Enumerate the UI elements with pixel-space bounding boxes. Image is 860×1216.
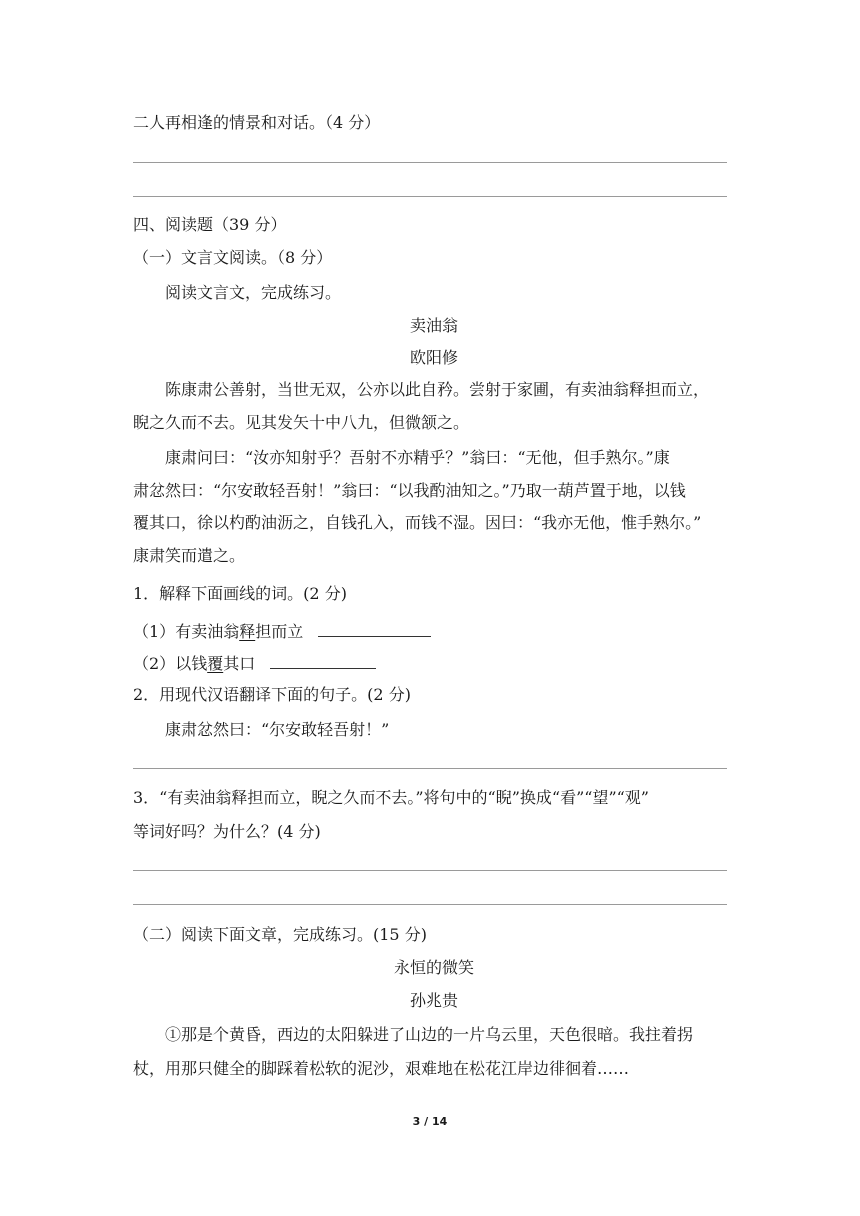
- passage-line: 康肃问曰：“汝亦知射乎？吾射不亦精乎？”翁曰：“无他，但手熟尔。”康: [165, 448, 670, 467]
- answer-blank[interactable]: [270, 652, 376, 669]
- item-text: 有卖油翁: [175, 622, 240, 641]
- passage-line: 覆其口，徐以杓酌油沥之，自钱孔入，而钱不湿。因曰：“我亦无他，惟手熟尔。”: [133, 513, 702, 532]
- answer-line: [133, 162, 727, 163]
- answer-line[interactable]: [133, 870, 727, 871]
- answer-line[interactable]: [133, 768, 727, 769]
- item-number: （2）: [133, 654, 176, 673]
- part1-instruction: 阅读文言文，完成练习。: [165, 283, 342, 302]
- answer-line[interactable]: [133, 904, 727, 905]
- question-3-line: 3．“有卖油翁释担而立，睨之久而不去。”将句中的“睨”换成“看”“望”“观”: [133, 788, 649, 807]
- item-number: （1）: [133, 622, 176, 641]
- question-2-sentence: 康肃忿然曰：“尔安敢轻吾射！”: [165, 720, 390, 739]
- passage-line: 陈康肃公善射，当世无双，公亦以此自矜。尝射于家圃，有卖油翁释担而立，: [165, 380, 710, 399]
- question-1-stem: 1．解释下面画线的词。(2 分): [133, 584, 347, 603]
- text-title: 永恒的微笑: [393, 958, 474, 977]
- part1-heading: （一）文言文阅读。（8 分）: [133, 248, 333, 267]
- section-title: 四、阅读题（39 分）: [133, 215, 287, 234]
- passage-line: 杖，用那只健全的脚踩着松软的泥沙，艰难地在松花江岸边徘徊着……: [133, 1059, 630, 1078]
- text-author: 欧阳修: [409, 348, 458, 367]
- previous-question-tail: 二人再相逢的情景和对话。（4 分）: [133, 113, 381, 132]
- passage-line: 康肃笑而遣之。: [133, 546, 246, 565]
- text-title: 卖油翁: [409, 316, 458, 335]
- passage-line: 肃忿然曰：“尔安敢轻吾射！”翁曰：“以我酌油知之。”乃取一葫芦置于地，以钱: [133, 481, 686, 500]
- page-number: 3 / 14: [412, 1115, 448, 1128]
- question-3-line: 等词好吗？为什么？(4 分): [133, 822, 321, 841]
- passage-line: ①那是个黄昏，西边的太阳躲进了山边的一片乌云里，天色很暗。我拄着拐: [165, 1025, 694, 1044]
- question-2-stem: 2．用现代汉语翻译下面的句子。(2 分): [133, 685, 411, 704]
- question-1-item-2: [133, 652, 376, 674]
- item-text: 其口: [223, 654, 256, 673]
- answer-line: [133, 196, 727, 197]
- item-text: 担而立: [255, 622, 304, 641]
- question-1-item-1: [133, 620, 431, 642]
- part2-heading: （二）阅读下面文章，完成练习。(15 分): [133, 925, 427, 944]
- passage-line: 睨之久而不去。见其发矢十中八九，但微颔之。: [133, 413, 470, 432]
- item-text: 以钱: [175, 654, 208, 673]
- text-author: 孙兆贵: [409, 991, 458, 1010]
- underlined-word: 释: [239, 622, 256, 641]
- underlined-word: 覆: [207, 654, 224, 673]
- answer-blank[interactable]: [318, 620, 431, 637]
